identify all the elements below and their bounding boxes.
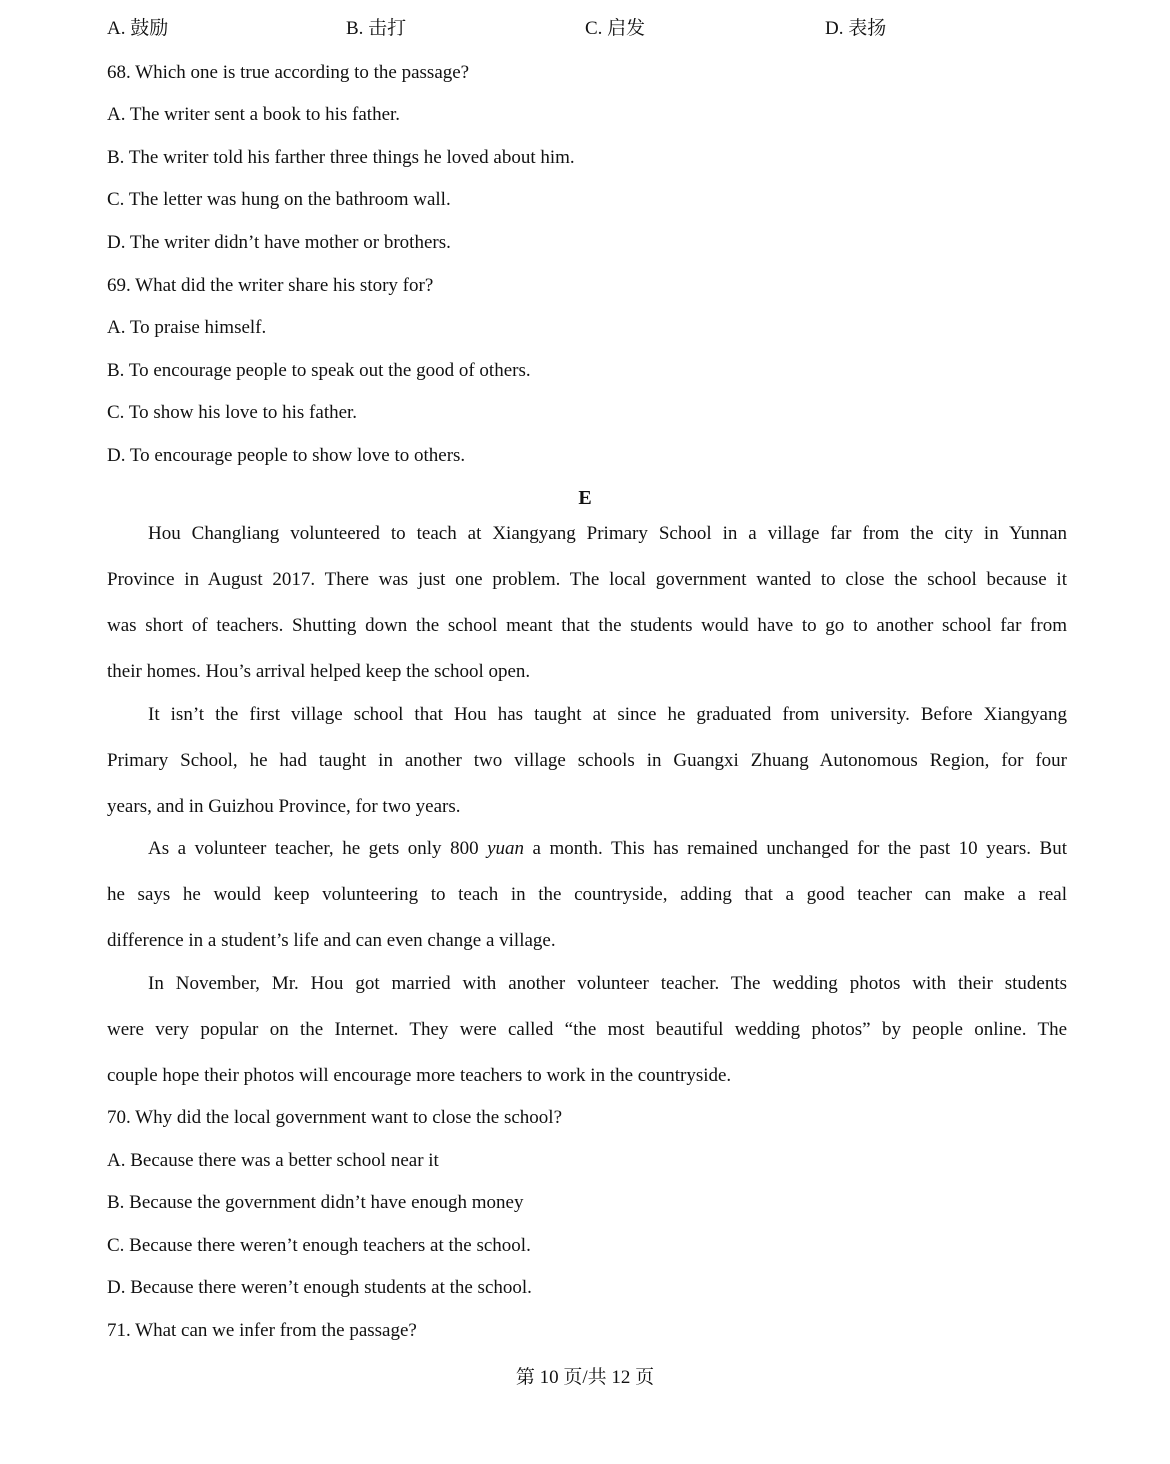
q67-option-a: A. 鼓励	[107, 18, 169, 39]
q69-option-c: C. To show his love to his father.	[107, 402, 358, 423]
passage-p3-line-3: difference in a student’s life and can even change a village.	[107, 930, 556, 951]
q67-option-b: B. 击打	[346, 18, 407, 39]
section-title: E	[578, 487, 592, 509]
passage-p3-line-1-after: a month. This has remained unchanged for the past 10 years. But	[524, 838, 1067, 859]
q68-option-d: D. The writer didn’t have mother or brothers.	[107, 232, 451, 253]
q70-option-d: D. Because there weren’t enough students at the school.	[107, 1277, 532, 1298]
q69-stem: 69. What did the writer share his story for?	[107, 275, 434, 296]
q70-option-a: A. Because there was a better school near it	[107, 1150, 439, 1171]
passage-p2-line-2: Primary School, he had taught in another two village schools in Guangxi Zhuang Autonomous Region, for four	[107, 750, 1067, 771]
passage-p3-line-1	[148, 837, 1067, 861]
page-number-footer: 第 10 页/共 12 页	[515, 1367, 655, 1388]
passage-p1-line-2: Province in August 2017. There was just one problem. The local government wanted to close the school because it	[107, 569, 1067, 590]
passage-p1-line-3: was short of teachers. Shutting down the school meant that the students would have to go to another school far from	[107, 615, 1067, 636]
passage-p3-currency-word: yuan	[487, 838, 525, 859]
q67-option-d: D. 表扬	[825, 18, 887, 39]
passage-p2-line-3: years, and in Guizhou Province, for two years.	[107, 796, 461, 817]
q70-option-b: B. Because the government didn’t have enough money	[107, 1192, 524, 1213]
q68-option-b: B. The writer told his farther three things he loved about him.	[107, 147, 575, 168]
passage-p1-line-1: Hou Changliang volunteered to teach at Xiangyang Primary School in a village far from the city in Yunnan	[148, 523, 1067, 544]
q69-option-b: B. To encourage people to speak out the good of others.	[107, 360, 531, 381]
q70-option-c: C. Because there weren’t enough teachers at the school.	[107, 1235, 531, 1256]
q68-stem: 68. Which one is true according to the passage?	[107, 62, 470, 83]
q70-stem: 70. Why did the local government want to close the school?	[107, 1107, 563, 1128]
passage-p4-line-3: couple hope their photos will encourage more teachers to work in the countryside.	[107, 1065, 732, 1086]
q69-option-a: A. To praise himself.	[107, 317, 267, 338]
q71-stem: 71. What can we infer from the passage?	[107, 1320, 417, 1341]
passage-p4-line-2: were very popular on the Internet. They were called “the most beautiful wedding photos” by people online. The	[107, 1019, 1067, 1040]
q67-option-c: C. 启发	[585, 18, 646, 39]
passage-p4-line-1: In November, Mr. Hou got married with another volunteer teacher. The wedding photos with their students	[148, 973, 1067, 994]
passage-p2-line-1: It isn’t the first village school that Hou has taught at since he graduated from university. Before Xiangyang	[148, 704, 1067, 725]
passage-p1-line-4: their homes. Hou’s arrival helped keep the school open.	[107, 661, 531, 682]
q67-options-row	[0, 17, 1170, 43]
passage-p3-line-2: he says he would keep volunteering to teach in the countryside, adding that a good teacher can make a real	[107, 884, 1067, 905]
q68-option-a: A. The writer sent a book to his father.	[107, 104, 401, 125]
q69-option-d: D. To encourage people to show love to others.	[107, 445, 466, 466]
passage-p3-line-1-before: As a volunteer teacher, he gets only 800	[148, 838, 488, 859]
q68-option-c: C. The letter was hung on the bathroom wall.	[107, 189, 451, 210]
